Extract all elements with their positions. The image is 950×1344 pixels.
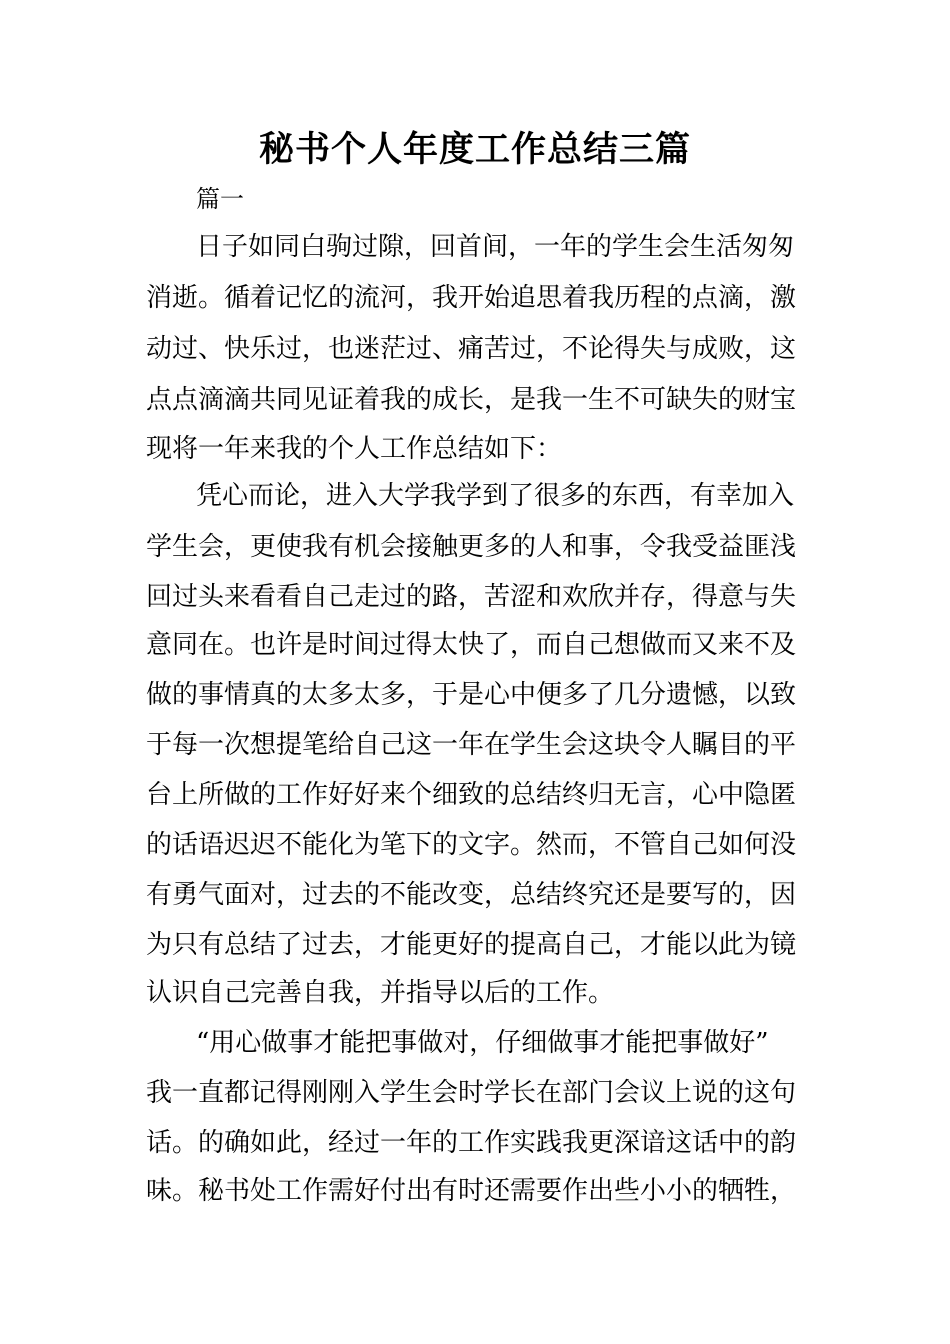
paragraph-line: 现将一年来我的个人工作总结如下： — [146, 434, 563, 464]
paragraph-line: 话。的确如此，经过一年的工作实践我更深谙这话中的韵 — [146, 1128, 797, 1158]
document-title: 秘书个人年度工作总结三篇 — [258, 130, 691, 170]
paragraph-line: 味。秘书处工作需好付出有时还需要作出些小小的牺牲， — [146, 1176, 797, 1206]
paragraph-line: 学生会，更使我有机会接触更多的人和事，令我受益匪浅 — [146, 532, 797, 562]
paragraph-line: 点点滴滴共同见证着我的成长，是我一生不可缺失的财宝 — [146, 385, 797, 415]
paragraph-line: 消逝。循着记忆的流河，我开始追思着我历程的点滴，激 — [146, 283, 797, 313]
paragraph-line: 我一直都记得刚刚入学生会时学长在部门会议上说的这句 — [146, 1078, 797, 1108]
section-label: 篇一 — [196, 185, 244, 213]
paragraph-line: 回过头来看看自己走过的路，苦涩和欢欣并存，得意与失 — [146, 582, 797, 612]
paragraph-line: “用心做事才能把事做对，仔细做事才能把事做好” — [196, 1028, 769, 1058]
paragraph-line: 于每一次想提笔给自己这一年在学生会这块令人瞩目的平 — [146, 730, 797, 760]
paragraph-line: 为只有总结了过去，才能更好的提高自己，才能以此为镜 — [146, 930, 797, 960]
paragraph-line: 认识自己完善自我，并指导以后的工作。 — [146, 978, 615, 1008]
paragraph-line: 意同在。也许是时间过得太快了，而自己想做而又来不及 — [146, 630, 797, 660]
paragraph-line: 有勇气面对，过去的不能改变，总结终究还是要写的，因 — [146, 880, 797, 910]
paragraph-line: 日子如同白驹过隙，回首间，一年的学生会生活匆匆 — [196, 232, 795, 262]
paragraph-line: 台上所做的工作好好来个细致的总结终归无言，心中隐匿 — [146, 780, 797, 810]
paragraph-line: 的话语迟迟不能化为笔下的文字。然而，不管自己如何没 — [146, 830, 797, 860]
paragraph-line: 凭心而论，进入大学我学到了很多的东西，有幸加入 — [196, 481, 795, 511]
paragraph-line: 动过、快乐过，也迷茫过、痛苦过，不论得失与成败，这 — [146, 334, 797, 364]
paragraph-line: 做的事情真的太多太多，于是心中便多了几分遗憾，以致 — [146, 680, 797, 710]
